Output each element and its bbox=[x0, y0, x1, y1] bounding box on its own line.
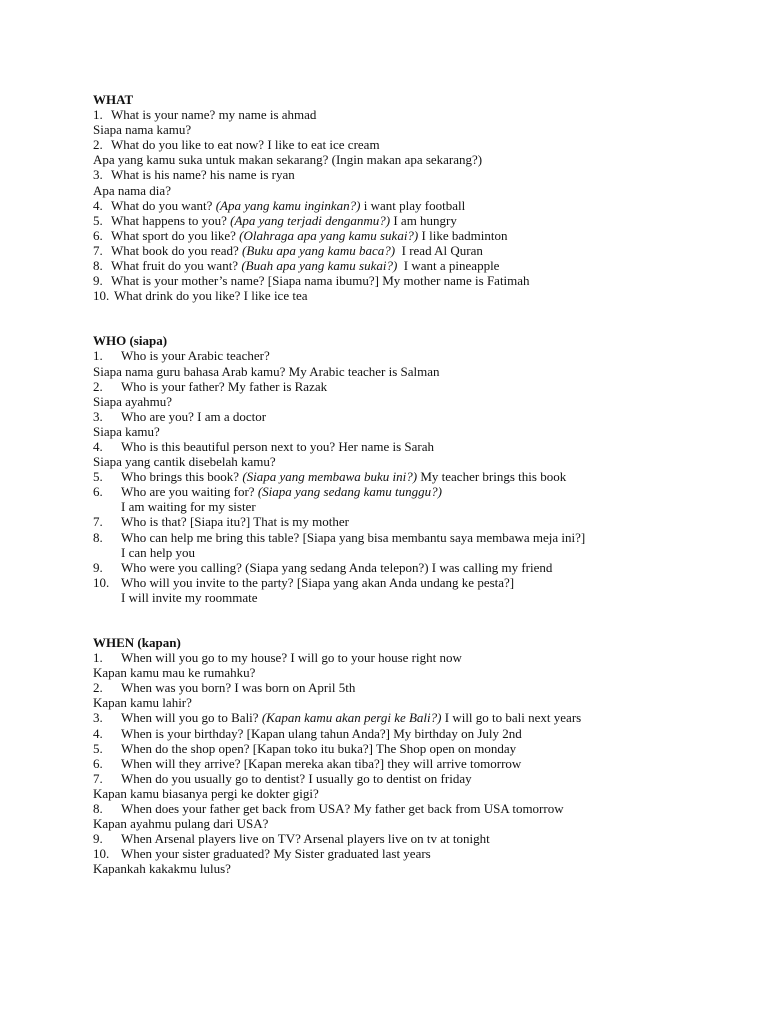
line-text: What happens to you? bbox=[111, 212, 231, 228]
line-text: Apa yang kamu suka untuk makan sekarang? (Ingin makan apa sekarang?) bbox=[93, 152, 483, 168]
line-text: When do the shop open? [Kapan toko itu buka?] The Shop open on monday bbox=[121, 740, 517, 756]
line-text: Kapankah kakakmu lulus? bbox=[93, 861, 231, 877]
line-text: When was you born? I was born on April 5th bbox=[121, 680, 356, 696]
line-text: Siapa nama kamu? bbox=[93, 122, 192, 138]
line-text: When Arsenal players live on TV? Arsenal players live on tv at tonight bbox=[121, 831, 490, 847]
line-text: Who were you calling? (Siapa yang sedang Anda telepon?) I was calling my friend bbox=[121, 559, 553, 575]
numbered-line bbox=[93, 831, 733, 846]
document-page bbox=[93, 92, 733, 877]
numbered-line bbox=[93, 167, 733, 182]
line-text: I read Al Quran bbox=[395, 242, 483, 258]
section-when bbox=[93, 635, 733, 877]
numbered-line bbox=[93, 741, 733, 756]
line-number: 5. bbox=[93, 212, 103, 228]
numbered-line bbox=[93, 514, 733, 529]
translation-line bbox=[93, 695, 733, 710]
line-number: 4. bbox=[93, 438, 103, 454]
line-number: 4. bbox=[93, 725, 103, 741]
line-number: 2. bbox=[93, 680, 103, 696]
numbered-line bbox=[93, 288, 733, 303]
line-text: Who brings this book? bbox=[121, 469, 243, 485]
italic-translation-text: (Kapan kamu akan pergi ke Bali?) bbox=[261, 710, 442, 726]
line-text: What drink do you like? I like ice tea bbox=[111, 288, 308, 304]
numbered-line bbox=[93, 710, 733, 725]
line-number: 2. bbox=[93, 137, 103, 153]
line-number: 8. bbox=[93, 258, 103, 274]
line-number: 3. bbox=[93, 710, 103, 726]
line-number: 1. bbox=[93, 348, 103, 364]
numbered-line bbox=[93, 771, 733, 786]
line-text: Kapan kamu mau ke rumahku? bbox=[93, 665, 256, 681]
line-number: 5. bbox=[93, 740, 103, 756]
translation-line bbox=[93, 122, 733, 137]
line-text: When will you go to my house? I will go to your house right now bbox=[121, 650, 462, 666]
line-text: Who will you invite to the party? [Siapa yang akan Anda undang ke pesta?] bbox=[121, 574, 515, 590]
line-text: Siapa ayahmu? bbox=[93, 393, 173, 409]
numbered-line bbox=[93, 680, 733, 695]
line-number: 6. bbox=[93, 227, 103, 243]
line-text: What is your name? my name is ahmad bbox=[111, 107, 317, 123]
numbered-line bbox=[93, 530, 733, 545]
numbered-line bbox=[93, 801, 733, 816]
numbered-line bbox=[93, 846, 733, 861]
numbered-line bbox=[93, 348, 733, 363]
numbered-line bbox=[93, 650, 733, 665]
line-text: When is your birthday? [Kapan ulang tahun Anda?] My birthday on July 2nd bbox=[121, 725, 522, 741]
line-number: 9. bbox=[93, 831, 103, 847]
line-text: What do you like to eat now? I like to eat ice cream bbox=[111, 137, 380, 153]
numbered-line bbox=[93, 469, 733, 484]
line-number: 1. bbox=[93, 650, 103, 666]
line-text: I can help you bbox=[121, 544, 196, 560]
italic-translation-text: (Apa yang kamu inginkan?) bbox=[215, 197, 361, 213]
section-heading: WHO (siapa) bbox=[93, 333, 168, 349]
line-text: I will go to bali next years bbox=[441, 710, 582, 726]
line-text: What sport do you like? bbox=[111, 227, 240, 243]
italic-translation-text: (Apa yang terjadi denganmu?) bbox=[230, 212, 391, 228]
line-text: Who can help me bring this table? [Siapa yang bisa membantu saya membawa meja ini?] bbox=[121, 529, 586, 545]
line-number: 5. bbox=[93, 469, 103, 485]
line-text: I will invite my roommate bbox=[121, 589, 258, 605]
translation-line bbox=[93, 424, 733, 439]
line-number: 7. bbox=[93, 514, 103, 530]
numbered-line bbox=[93, 726, 733, 741]
line-text: When will you go to Bali? bbox=[121, 710, 262, 726]
numbered-line bbox=[93, 228, 733, 243]
numbered-line bbox=[93, 243, 733, 258]
line-text: Who is your father? My father is Razak bbox=[121, 378, 328, 394]
line-text: When does your father get back from USA? My father get back from USA tomorrow bbox=[121, 801, 564, 817]
italic-translation-text: (Siapa yang sedang kamu tunggu?) bbox=[257, 484, 442, 500]
line-number: 7. bbox=[93, 242, 103, 258]
line-text: What is his name? his name is ryan bbox=[111, 167, 295, 183]
line-text: When will they arrive? [Kapan mereka akan tiba?] they will arrive tomorrow bbox=[121, 755, 522, 771]
translation-line bbox=[93, 816, 733, 831]
line-text: Who are you? I am a doctor bbox=[121, 408, 267, 424]
numbered-line bbox=[93, 137, 733, 152]
line-text: Kapan ayahmu pulang dari USA? bbox=[93, 816, 269, 832]
line-text: My teacher brings this book bbox=[417, 469, 567, 485]
line-number: 2. bbox=[93, 378, 103, 394]
answer-continuation-line bbox=[93, 545, 733, 560]
section-what bbox=[93, 92, 733, 303]
numbered-line bbox=[93, 198, 733, 213]
line-number: 3. bbox=[93, 167, 103, 183]
line-number: 9. bbox=[93, 273, 103, 289]
line-text: Who is your Arabic teacher? bbox=[121, 348, 270, 364]
translation-line bbox=[93, 152, 733, 167]
numbered-line bbox=[93, 409, 733, 424]
section-who bbox=[93, 333, 733, 605]
answer-continuation-line bbox=[93, 499, 733, 514]
line-number: 7. bbox=[93, 770, 103, 786]
numbered-line bbox=[93, 560, 733, 575]
italic-translation-text: (Buah apa yang kamu sukai?) bbox=[241, 258, 398, 274]
line-number: 10. bbox=[93, 574, 110, 590]
numbered-line bbox=[93, 258, 733, 273]
translation-line bbox=[93, 364, 733, 379]
line-text: I am hungry bbox=[390, 212, 457, 228]
line-number: 3. bbox=[93, 408, 103, 424]
line-number: 10. bbox=[93, 288, 110, 304]
line-text: Siapa nama guru bahasa Arab kamu? My Arabic teacher is Salman bbox=[93, 363, 440, 379]
numbered-line bbox=[93, 439, 733, 454]
italic-translation-text: (Buku apa yang kamu baca?) bbox=[242, 242, 396, 258]
line-text: Siapa yang cantik disebelah kamu? bbox=[93, 454, 276, 470]
answer-continuation-line bbox=[93, 590, 733, 605]
line-number: 8. bbox=[93, 529, 103, 545]
line-text: I want a pineapple bbox=[397, 258, 500, 274]
line-number: 1. bbox=[93, 107, 103, 123]
translation-line bbox=[93, 665, 733, 680]
italic-translation-text: (Olahraga apa yang kamu sukai?) bbox=[239, 227, 419, 243]
line-number: 9. bbox=[93, 559, 103, 575]
line-number: 6. bbox=[93, 755, 103, 771]
translation-line bbox=[93, 454, 733, 469]
numbered-line bbox=[93, 213, 733, 228]
line-text: Apa nama dia? bbox=[93, 182, 171, 198]
line-text: Who is that? [Siapa itu?] That is my mother bbox=[121, 514, 349, 530]
translation-line bbox=[93, 861, 733, 876]
line-text: Siapa kamu? bbox=[93, 423, 160, 439]
line-text: When your sister graduated? My Sister graduated last years bbox=[121, 846, 431, 862]
numbered-line bbox=[93, 575, 733, 590]
line-text: i want play football bbox=[360, 197, 466, 213]
line-text: Who are you waiting for? bbox=[121, 484, 258, 500]
numbered-line bbox=[93, 273, 733, 288]
line-text: I like badminton bbox=[418, 227, 508, 243]
numbered-line bbox=[93, 107, 733, 122]
numbered-line bbox=[93, 756, 733, 771]
line-number: 4. bbox=[93, 197, 103, 213]
section-heading: WHEN (kapan) bbox=[93, 635, 181, 650]
section-heading: WHAT bbox=[93, 92, 134, 107]
numbered-line bbox=[93, 484, 733, 499]
line-text: What fruit do you want? bbox=[111, 258, 242, 274]
translation-line bbox=[93, 786, 733, 801]
line-text: Who is this beautiful person next to you? Her name is Sarah bbox=[121, 438, 435, 454]
line-text: What is your mother’s name? [Siapa nama ibumu?] My mother name is Fatimah bbox=[111, 273, 530, 289]
line-number: 10. bbox=[93, 846, 110, 862]
line-number: 6. bbox=[93, 484, 103, 500]
line-text: What book do you read? bbox=[111, 242, 243, 258]
line-text: I am waiting for my sister bbox=[121, 499, 256, 515]
line-text: What do you want? bbox=[111, 197, 216, 213]
translation-line bbox=[93, 183, 733, 198]
numbered-line bbox=[93, 379, 733, 394]
line-text: Kapan kamu biasanya pergi ke dokter gigi? bbox=[93, 785, 319, 801]
translation-line bbox=[93, 394, 733, 409]
line-text: Kapan kamu lahir? bbox=[93, 695, 192, 711]
italic-translation-text: (Siapa yang membawa buku ini?) bbox=[242, 469, 418, 485]
line-number: 8. bbox=[93, 801, 103, 817]
line-text: When do you usually go to dentist? I usually go to dentist on friday bbox=[121, 770, 472, 786]
